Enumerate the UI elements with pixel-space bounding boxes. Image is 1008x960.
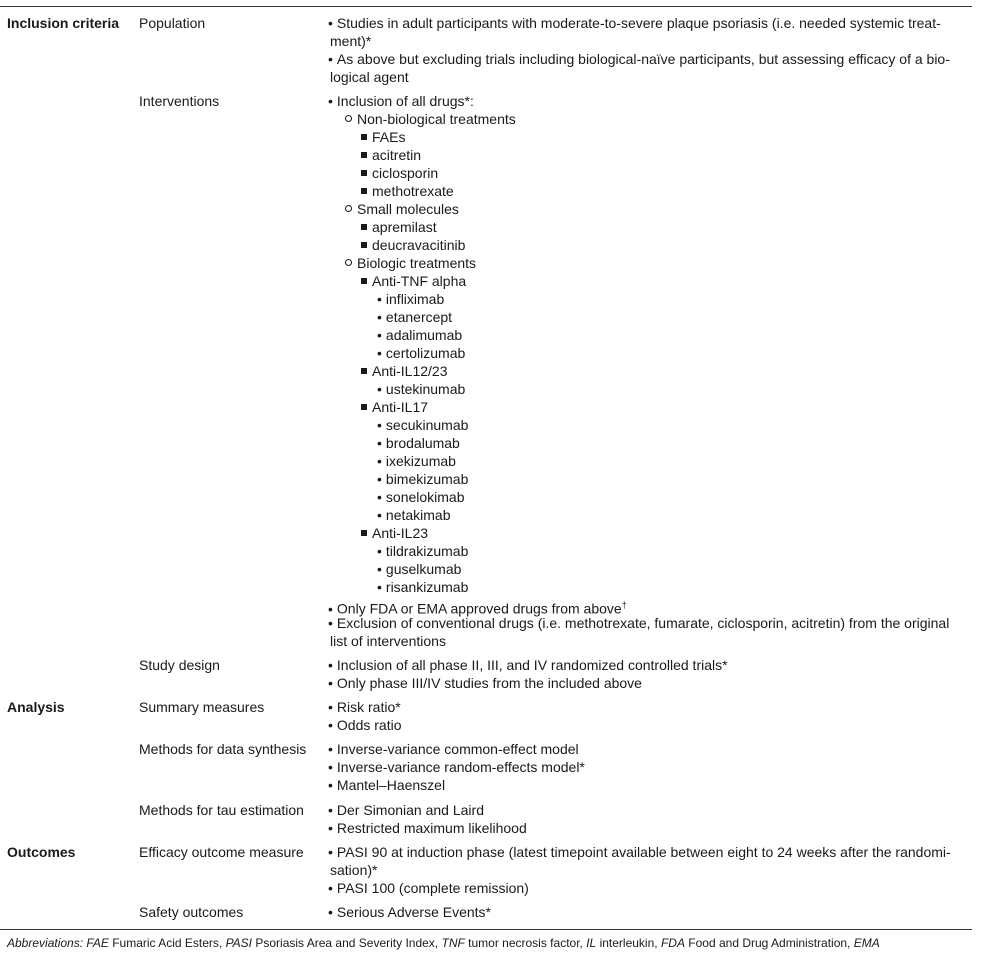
tau-item-2: • Restricted maximum likelihood [328,820,527,836]
summary-text-1: Risk ratio* [336,699,401,715]
abbreviations-footnote [7,935,880,951]
tau-text-2: Restricted maximum likelihood [336,820,527,836]
class-anti-tnf-text: Anti-TNF alpha [372,273,467,289]
abbr-label: Abbreviations: [7,936,84,950]
class-anti-il1223 [361,362,448,380]
study-design-item-2: • Only phase III/IV studies from the included above [328,675,642,691]
drug-tildrakizumab-text: tildrakizumab [385,543,469,559]
square-bullet-icon [361,242,367,248]
non-bio-text: Non-biological treatments [357,111,516,127]
synthesis-text-1: Inverse-variance common-effect model [336,741,579,757]
study-design-text-2: Only phase III/IV studies from the included above [336,675,642,691]
square-bullet-icon [361,530,367,536]
small-molecules-heading [345,200,459,218]
approved-drugs-text: Only FDA or EMA approved drugs from above [336,600,622,617]
synthesis-item-1: • Inverse-variance common-effect model [328,741,579,757]
abbr-tnf: TNF [441,936,465,950]
population-text-3: As above but excluding trials including biological-naïve participants, but assessing efficacy of a bio- [336,51,950,67]
square-bullet-icon [361,134,367,140]
non-bio-heading [345,110,516,128]
square-bullet-icon [361,404,367,410]
synthesis-item-3: • Mantel–Haenszel [328,777,446,793]
drug-acitretin-text: acitretin [372,147,422,163]
drug-sonelokimab: • sonelokimab [377,489,465,505]
circle-bullet-icon [345,205,352,212]
study-design-item-1: • Inclusion of all phase II, III, and IV randomized controlled trials* [328,657,728,673]
efficacy-item-1: • PASI 90 at induction phase (latest timepoint available between eight to 24 weeks after the randomi- [328,844,951,860]
population-text-4: logical agent [330,69,409,85]
tau-text-1: Der Simonian and Laird [336,802,484,818]
drug-methotrexate-text: methotrexate [372,183,454,199]
drug-secukinumab-text: secukinumab [385,417,469,433]
sub-study-design: Study design [139,657,220,673]
square-bullet-icon [361,170,367,176]
category-inclusion-criteria: Inclusion criteria [7,15,120,31]
abbr-il: IL [586,936,597,950]
drug-tildrakizumab: • tildrakizumab [377,543,469,559]
class-anti-tnf [361,272,466,290]
study-design-text-1: Inclusion of all phase II, III, and IV randomized controlled trials* [336,657,728,673]
sub-summary-measures: Summary measures [139,699,265,715]
exclusion-text-2: list of interventions [330,633,446,649]
abbr-pasi-def: Psoriasis Area and Severity Index, [255,936,439,950]
drug-adalimumab: • adalimumab [377,327,463,343]
small-molecules-text: Small molecules [357,201,459,217]
population-item-1: • Studies in adult participants with moderate-to-severe plaque psoriasis (i.e. needed systemic treat- [328,15,941,31]
square-bullet-icon [361,188,367,194]
square-bullet-icon [361,368,367,374]
sub-efficacy-outcome: Efficacy outcome measure [139,844,304,860]
abbr-ema: EMA [853,936,880,950]
drug-sonelokimab-text: sonelokimab [385,489,465,505]
square-bullet-icon [361,278,367,284]
tau-item-1: • Der Simonian and Laird [328,802,484,818]
drug-netakimab: • netakimab [377,507,451,523]
biologic-heading [345,254,476,272]
summary-item-2: • Odds ratio [328,717,402,733]
sub-methods-data-synthesis: Methods for data synthesis [139,741,307,757]
class-anti-il23-text: Anti-IL23 [372,525,429,541]
drug-risankizumab-text: risankizumab [385,579,469,595]
circle-bullet-icon [345,115,352,122]
efficacy-text-1: PASI 90 at induction phase (latest timepoint available between eight to 24 weeks after the randomi- [336,844,951,860]
drug-certolizumab-text: certolizumab [385,345,466,361]
drug-brodalumab: • brodalumab [377,435,460,451]
approved-drugs-item: • Only FDA or EMA approved drugs from above† [328,600,627,617]
drug-etanercept: • etanercept [377,309,453,325]
drug-ciclosporin [361,164,438,182]
drug-methotrexate [361,182,454,200]
abbr-fae: FAE [86,936,109,950]
exclusion-item: • Exclusion of conventional drugs (i.e. methotrexate, fumarate, ciclosporin, acitretin) from the original [328,615,950,631]
safety-text-1: Serious Adverse Events* [336,904,491,920]
table-bottom-rule [0,929,972,930]
circle-bullet-icon [345,259,352,266]
drug-deucravacitinib-text: deucravacitinib [372,237,466,253]
class-anti-il17 [361,398,428,416]
drug-ixekizumab-text: ixekizumab [385,453,456,469]
drug-etanercept-text: etanercept [385,309,453,325]
summary-text-2: Odds ratio [336,717,402,733]
drug-ustekinumab-text: ustekinumab [385,381,466,397]
sub-methods-tau-estimation: Methods for tau estimation [139,802,304,818]
safety-item-1: • Serious Adverse Events* [328,904,491,920]
interventions-all-drugs: • Inclusion of all drugs*: [328,93,474,109]
drug-apremilast-text: apremilast [372,219,437,235]
drug-secukinumab: • secukinumab [377,417,469,433]
abbr-fda: FDA [660,936,685,950]
drug-infliximab-text: infliximab [385,291,445,307]
sub-interventions: Interventions [139,93,220,109]
drug-infliximab: • infliximab [377,291,445,307]
class-anti-il23 [361,524,428,542]
drug-faes-text: FAEs [372,129,406,145]
synthesis-text-2: Inverse-variance random-effects model* [336,759,585,775]
abbr-fda-def: Food and Drug Administration, [688,936,851,950]
dagger-mark: † [621,600,627,610]
drug-risankizumab: • risankizumab [377,579,469,595]
drug-ciclosporin-text: ciclosporin [372,165,439,181]
biologic-text: Biologic treatments [357,255,477,271]
drug-brodalumab-text: brodalumab [385,435,460,451]
drug-apremilast [361,218,437,236]
abbr-tnf-def: tumor necrosis factor, [468,936,583,950]
drug-ixekizumab: • ixekizumab [377,453,456,469]
abbr-il-def: interleukin, [599,936,658,950]
synthesis-item-2: • Inverse-variance random-effects model* [328,759,585,775]
drug-certolizumab: • certolizumab [377,345,466,361]
abbr-fae-def: Fumaric Acid Esters, [112,936,223,950]
efficacy-text-3: PASI 100 (complete remission) [336,880,529,896]
table-top-rule [0,6,972,7]
interventions-all-drugs-text: Inclusion of all drugs*: [336,93,474,109]
population-text-2: ment)* [330,33,372,49]
drug-deucravacitinib [361,236,465,254]
drug-faes [361,128,405,146]
category-analysis: Analysis [7,699,65,715]
drug-netakimab-text: netakimab [385,507,451,523]
drug-adalimumab-text: adalimumab [385,327,463,343]
drug-guselkumab: • guselkumab [377,561,462,577]
sub-safety-outcomes: Safety outcomes [139,904,244,920]
square-bullet-icon [361,152,367,158]
drug-bimekizumab: • bimekizumab [377,471,469,487]
drug-guselkumab-text: guselkumab [385,561,462,577]
abbr-pasi: PASI [225,936,253,950]
synthesis-text-3: Mantel–Haenszel [336,777,446,793]
drug-ustekinumab: • ustekinumab [377,381,466,397]
efficacy-item-2: • PASI 100 (complete remission) [328,880,529,896]
class-anti-il1223-text: Anti-IL12/23 [372,363,448,379]
drug-acitretin [361,146,421,164]
efficacy-text-2: sation)* [330,862,378,878]
drug-bimekizumab-text: bimekizumab [385,471,469,487]
exclusion-text-1: Exclusion of conventional drugs (i.e. methotrexate, fumarate, ciclosporin, acitretin) from the original [336,615,950,631]
square-bullet-icon [361,224,367,230]
category-outcomes: Outcomes [7,844,76,860]
sub-population: Population [139,15,206,31]
population-item-2: • As above but excluding trials including biological-naïve participants, but assessing efficacy of a bio- [328,51,950,67]
class-anti-il17-text: Anti-IL17 [372,399,429,415]
summary-item-1: • Risk ratio* [328,699,401,715]
population-text-1: Studies in adult participants with moderate-to-severe plaque psoriasis (i.e. needed systemic treat- [336,15,941,31]
